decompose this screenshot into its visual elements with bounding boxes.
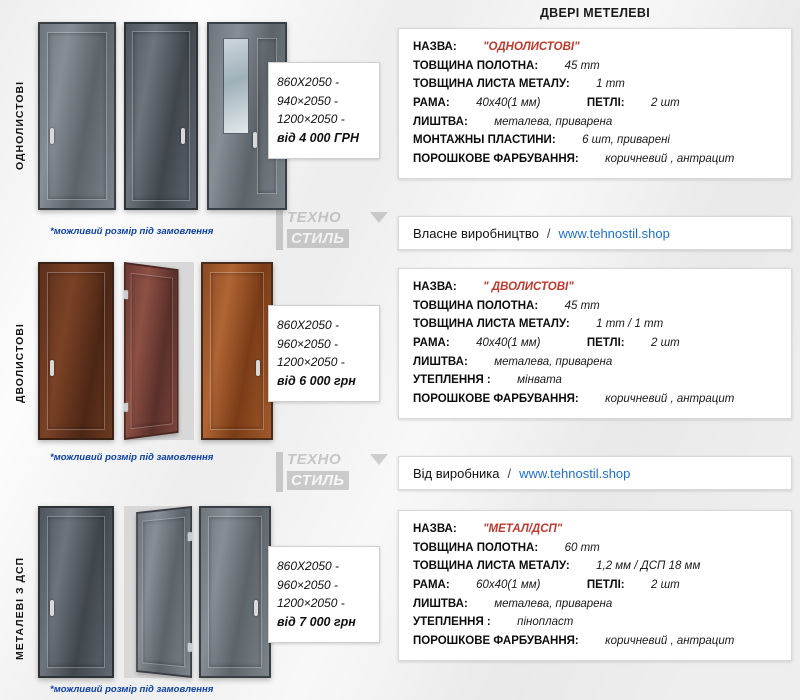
spec-key: УТЕПЛЕННЯ : xyxy=(413,374,491,387)
banner-separator: / xyxy=(546,225,551,241)
spec-value: мінвата xyxy=(517,374,562,387)
spec-key: РАМА: xyxy=(413,336,450,349)
size-box-double xyxy=(268,305,380,402)
spec-row xyxy=(413,557,781,576)
door-photo-double-a xyxy=(38,262,114,440)
spec-value: коричневий , антрацит xyxy=(605,634,735,647)
door-photo-mdf-a xyxy=(38,506,114,678)
banner-from-manufacturer[interactable] xyxy=(398,456,792,490)
door-photo-mdf-b xyxy=(199,506,271,678)
size-line-2: 960×2050 - xyxy=(277,336,339,351)
price-single: від 4 000 ГРН xyxy=(277,130,360,145)
spec-row xyxy=(413,539,781,558)
spec-row xyxy=(413,334,781,353)
spec-value: металева, приварена xyxy=(494,597,613,610)
spec-key: УТЕПЛЕННЯ : xyxy=(413,616,491,629)
spec-value: металева, приварена xyxy=(494,115,613,128)
watermark-bar-icon xyxy=(276,210,283,250)
door-photo-double-b xyxy=(201,262,273,440)
spec-panel-single xyxy=(398,28,792,179)
spec-row xyxy=(413,131,781,150)
spec-value: 40х40(1 мм) xyxy=(476,336,541,349)
spec-row xyxy=(413,297,781,316)
spec-key-2: ПЕТЛІ: xyxy=(586,96,625,109)
category-label-double: ДВОЛИСТОВІ xyxy=(14,323,26,403)
spec-row-name xyxy=(413,38,781,57)
watermark-bar-icon xyxy=(276,452,283,492)
spec-key: ТОВЩИНА ПОЛОТНА: xyxy=(413,299,539,312)
size-box-single xyxy=(268,62,380,159)
spec-row-name xyxy=(413,278,781,297)
spec-value: 1,2 мм / ДСП 18 мм xyxy=(596,560,701,573)
spec-key: ЛИШТВА: xyxy=(413,115,468,128)
spec-value: 1 mm / 1 mm xyxy=(596,318,664,331)
spec-row-name xyxy=(413,520,781,539)
product-photo-group-2 xyxy=(38,262,273,440)
spec-value: 45 mm xyxy=(564,59,600,72)
spec-key: ПОРОШКОВЕ ФАРБУВАННЯ: xyxy=(413,634,579,647)
banner-link[interactable]: www.tehnostil.shop xyxy=(519,465,631,481)
spec-value: 60х40(1 мм) xyxy=(476,578,541,591)
spec-row xyxy=(413,595,781,614)
spec-row xyxy=(413,94,781,113)
spec-key: ЛИШТВА: xyxy=(413,597,468,610)
spec-row xyxy=(413,632,781,651)
banner-text: Власне виробництво xyxy=(413,225,539,241)
spec-panel-mdf xyxy=(398,510,792,661)
spec-row xyxy=(413,613,781,632)
custom-size-note-1: *можливий розмір під замовлення xyxy=(50,226,214,237)
spec-key: НАЗВА: xyxy=(413,41,457,53)
category-label-single: ОДНОЛИСТОВІ xyxy=(14,80,26,170)
spec-key: ТОВЩИНА ЛИСТА МЕТАЛУ: xyxy=(413,318,570,331)
spec-value: пінопласт xyxy=(517,616,574,629)
size-line-1: 860X2050 - xyxy=(277,318,340,332)
size-box-mdf xyxy=(268,546,380,643)
size-line-3: 1200×2050 - xyxy=(277,355,345,370)
banner-link[interactable]: www.tehnostil.shop xyxy=(558,225,670,241)
spec-value: металева, приварена xyxy=(494,355,613,368)
size-line-1: 860X2050 - xyxy=(277,559,340,573)
spec-row xyxy=(413,57,781,76)
spec-key: РАМА: xyxy=(413,96,450,109)
spec-row xyxy=(413,75,781,94)
product-photo-group-1 xyxy=(38,22,287,210)
door-photo-mdf-open xyxy=(124,506,192,678)
custom-size-note-2: *можливий розмір під замовлення xyxy=(50,452,214,463)
spec-value-2: 2 шт xyxy=(651,96,680,109)
size-line-2: 960×2050 - xyxy=(277,577,339,592)
spec-value: 1 mm xyxy=(596,78,625,91)
spec-row xyxy=(413,150,781,169)
price-double: від 6 000 грн xyxy=(277,373,356,388)
spec-row xyxy=(413,113,781,132)
spec-row xyxy=(413,371,781,390)
spec-key-2: ПЕТЛІ: xyxy=(586,336,625,349)
door-photo-single-a xyxy=(38,22,116,210)
spec-row xyxy=(413,353,781,372)
triangle-icon xyxy=(370,212,388,223)
spec-value: "ОДНОЛИСТОВІ" xyxy=(483,41,580,53)
custom-size-note-3: *можливий розмір під замовлення xyxy=(50,684,214,695)
spec-value: 60 mm xyxy=(564,541,600,554)
product-photo-group-3 xyxy=(38,506,271,678)
spec-key: ТОВЩИНА ПОЛОТНА: xyxy=(413,59,539,72)
spec-value: 6 шт, приварені xyxy=(582,134,670,147)
spec-key-2: ПЕТЛІ: xyxy=(586,578,625,591)
category-label-mdf: МЕТАЛЕВІ З ДСП xyxy=(14,556,26,660)
spec-row xyxy=(413,315,781,334)
spec-value: " ДВОЛИСТОВІ" xyxy=(483,281,574,293)
spec-key: НАЗВА: xyxy=(413,281,457,293)
door-photo-double-open xyxy=(124,262,194,440)
spec-key: ТОВЩИНА ЛИСТА МЕТАЛУ: xyxy=(413,78,570,91)
watermark-text-top: ТЕХНО xyxy=(287,209,342,226)
spec-value: 40х40(1 мм) xyxy=(476,96,541,109)
watermark-text-bottom: СТИЛЬ xyxy=(287,471,349,490)
triangle-icon xyxy=(370,454,388,465)
spec-key: МОНТАЖНЫ ПЛАСТИНИ: xyxy=(413,134,556,147)
banner-own-production[interactable] xyxy=(398,216,792,250)
spec-key: РАМА: xyxy=(413,578,450,591)
spec-row xyxy=(413,576,781,595)
spec-value: коричневий , антрацит xyxy=(605,392,735,405)
spec-key: ТОВЩИНА ПОЛОТНА: xyxy=(413,541,539,554)
spec-key: НАЗВА: xyxy=(413,523,457,535)
size-line-3: 1200×2050 - xyxy=(277,112,345,127)
watermark-text-top: ТЕХНО xyxy=(287,451,342,468)
banner-separator: / xyxy=(507,465,512,481)
spec-key: ЛИШТВА: xyxy=(413,355,468,368)
spec-row xyxy=(413,390,781,409)
banner-text: Від виробника xyxy=(413,465,500,481)
spec-value: коричневий , антрацит xyxy=(605,152,735,165)
spec-key: ПОРОШКОВЕ ФАРБУВАННЯ: xyxy=(413,152,579,165)
size-line-3: 1200×2050 - xyxy=(277,596,345,611)
door-photo-single-b xyxy=(124,22,198,210)
watermark-logo-1 xyxy=(276,208,394,254)
spec-panel-double xyxy=(398,268,792,419)
spec-key: ПОРОШКОВЕ ФАРБУВАННЯ: xyxy=(413,392,579,405)
size-line-2: 940×2050 - xyxy=(277,93,339,108)
spec-value-2: 2 шт xyxy=(651,336,680,349)
spec-value: 45 mm xyxy=(564,299,600,312)
spec-key: ТОВЩИНА ЛИСТА МЕТАЛУ: xyxy=(413,560,570,573)
watermark-text-bottom: СТИЛЬ xyxy=(287,229,349,248)
spec-value: "МЕТАЛ/ДСП" xyxy=(483,523,563,535)
watermark-logo-2 xyxy=(276,450,394,496)
size-line-1: 860X2050 - xyxy=(277,75,340,89)
spec-value-2: 2 шт xyxy=(651,578,680,591)
price-mdf: від 7 000 грн xyxy=(277,614,356,629)
page-title: ДВЕРІ МЕТЕЛЕВІ xyxy=(539,6,651,20)
